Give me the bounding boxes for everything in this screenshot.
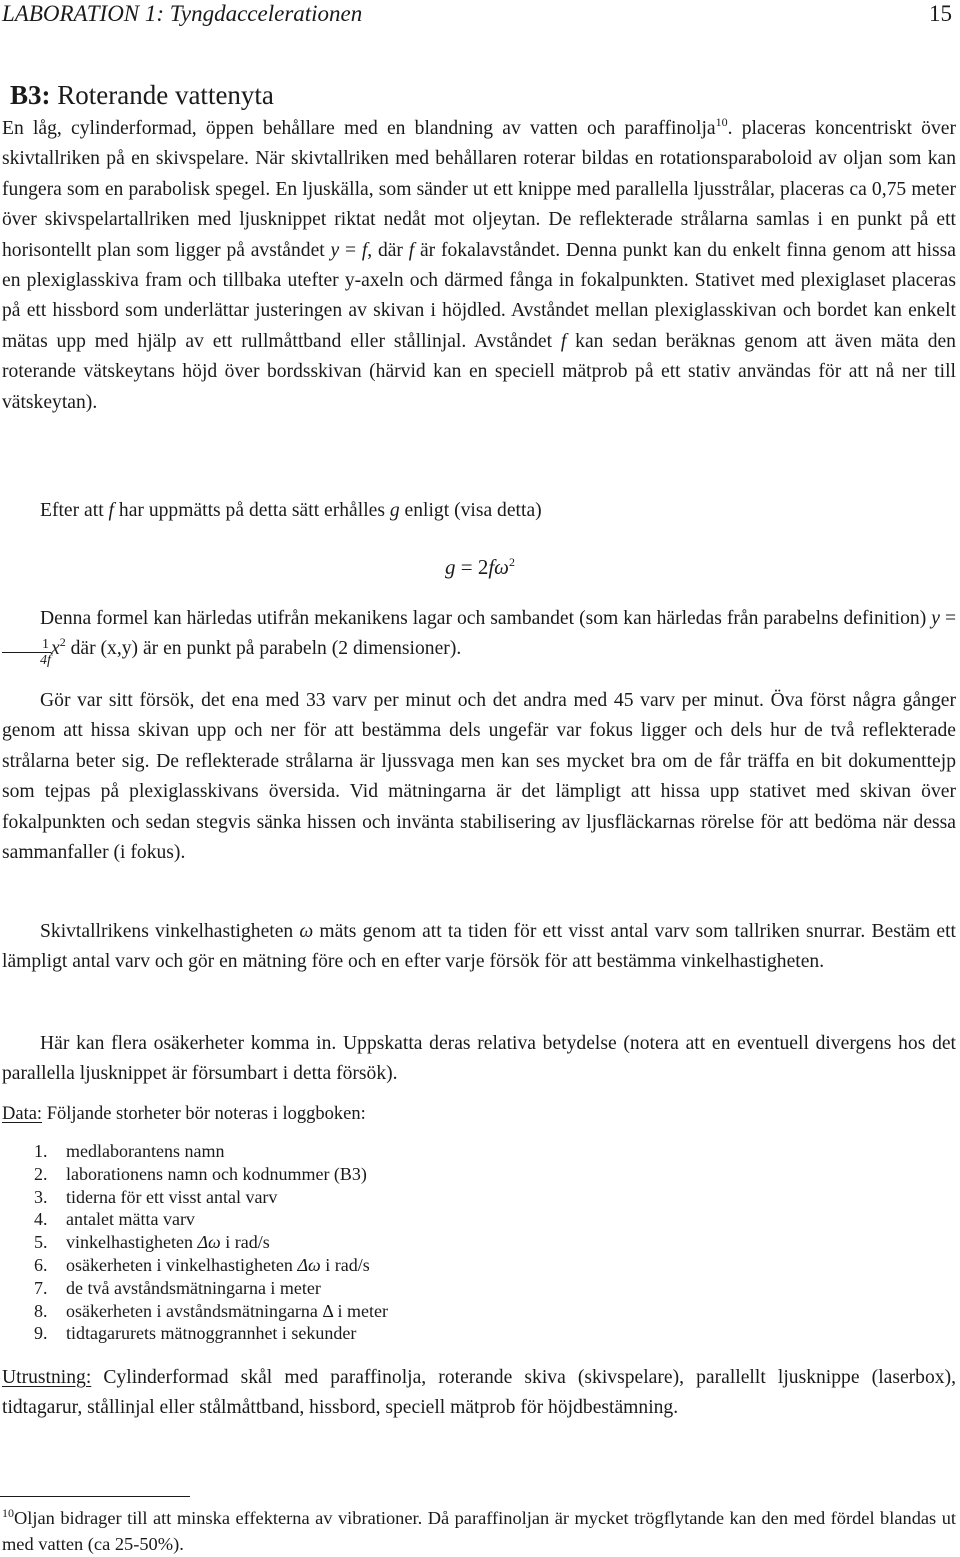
math-exponent: 2 — [59, 635, 66, 650]
item-text: antalet mätta varv — [66, 1209, 195, 1230]
math-f: f — [408, 239, 415, 261]
math-equals: = — [939, 608, 956, 629]
math-delta-omega: Δω — [297, 1254, 321, 1275]
after-text-3: enligt (visa detta) — [399, 500, 542, 521]
item-number: 5. — [34, 1232, 48, 1253]
item-number: 3. — [34, 1186, 48, 1207]
intro-paragraph — [2, 114, 956, 418]
item-number: 8. — [34, 1300, 48, 1321]
formula-omega: ω — [494, 555, 509, 579]
equipment-text: Cylinderformad skål med paraffinolja, roterande skiva (skivspelare), parallellt ljusknippe (laserbox), tidtagarur, stållinjal eller stålmåttband, hissbord, speciell mätprob för höjdbestämning. — [2, 1367, 956, 1419]
item-number: 1. — [34, 1141, 48, 1161]
item-text: vinkelhastigheten — [66, 1232, 198, 1253]
list-item — [34, 1300, 388, 1323]
math-f: f — [361, 239, 368, 261]
section-code: B3: — [10, 80, 51, 110]
list-item — [34, 1186, 388, 1209]
item-text: tiderna för ett visst antal varv — [66, 1186, 278, 1207]
item-number: 9. — [34, 1323, 48, 1344]
math-omega: ω — [299, 921, 314, 942]
list-item — [34, 1277, 388, 1300]
equipment-label: Utrustning: — [2, 1367, 92, 1388]
formula-g: g — [444, 555, 456, 579]
page-number: 15 — [929, 1, 952, 26]
derive-paragraph — [2, 604, 956, 668]
item-text: laborationens namn och kodnummer (B3) — [66, 1163, 367, 1184]
page-header — [2, 0, 952, 28]
intro-text-5: kan sedan beräknas genom att även mäta den roterande vätskeytans höjd över bordsskivan (härvid kan en speciell mätprob på ett stativ användas för att nå ner till vätskeytan). — [2, 330, 956, 413]
item-text: medlaborantens namn — [66, 1141, 225, 1161]
item-text: osäkerheten i vinkelhastigheten — [66, 1254, 298, 1275]
after-text-1: Efter att — [40, 500, 109, 521]
formula-display — [0, 552, 960, 582]
intro-text-2: . placeras koncentriskt över skivtallriken på en skivspelare. När skivtallriken med behållaren roterar bildas en rotationsparaboloid av oljan som kan fungera som en parabolisk spegel. En ljuskälla, som sänder ut ett knippe med parallella ljusstrålar, placeras ca 0,75 meter över skivspelartallriken med ljusknippet riktat nedåt mot oljeytan. De reflekterade strålarna samlas i en punkt på ett horisontellt plan som ligger på avståndet — [2, 118, 957, 261]
item-unit: i meter — [333, 1300, 388, 1321]
item-text: tidtagarurets mätnoggrannhet i sekunder — [66, 1323, 357, 1344]
item-unit: i rad/s — [220, 1232, 270, 1253]
section-heading — [10, 78, 274, 112]
after-text-2: har uppmätts på detta sätt erhålles — [114, 500, 390, 521]
list-item — [34, 1140, 388, 1163]
data-heading — [2, 1101, 366, 1127]
item-number: 2. — [34, 1163, 48, 1184]
intro-text-1: En låg, cylinderformad, öppen behållare med en blandning av vatten och paraffinolja — [2, 118, 716, 139]
item-number: 4. — [34, 1209, 48, 1230]
equipment-paragraph — [2, 1363, 956, 1424]
fraction-denominator: 4f — [40, 653, 51, 669]
fraction-1-over-4f — [2, 637, 51, 668]
math-equals: = — [339, 239, 362, 261]
intro-text-3: , där — [367, 239, 409, 261]
formula-exponent: 2 — [509, 555, 515, 569]
uncertainty-paragraph: Här kan flera osäkerheter komma in. Uppskatta deras relativa betydelse (notera att en eventuell divergens hos det parallella ljusknippet är försumbart i detta försök). — [2, 1033, 956, 1085]
after-paragraph — [2, 496, 956, 526]
footnote-number: 10 — [2, 1506, 14, 1520]
list-item — [34, 1231, 388, 1254]
item-number: 6. — [34, 1254, 48, 1275]
math-f: f — [560, 330, 567, 352]
formula-f: f — [488, 555, 495, 579]
derive-text-2: där (x,y) är en punkt på parabeln (2 dimensioner). — [65, 638, 462, 660]
data-intro-text: Följande storheter bör noteras i loggboken: — [42, 1104, 366, 1124]
footnote-divider — [0, 1496, 190, 1497]
footnote-marker: 10 — [715, 115, 728, 129]
fraction-numerator: 1 — [2, 637, 51, 653]
math-x: x — [51, 638, 60, 660]
omega-paragraph — [2, 917, 956, 978]
list-item — [34, 1163, 388, 1186]
header-title: LABORATION 1: Tyngdaccelerationen — [2, 1, 363, 26]
list-item — [34, 1322, 388, 1345]
item-unit: i rad/s — [320, 1254, 370, 1275]
list-item — [34, 1208, 388, 1231]
attempt-paragraph: Gör var sitt försök, det ena med 33 varv per minut och det andra med 45 varv per minut. Öva först några gånger genom att hissa skivan upp och ner för att bestämma dels ungefär var fokus ligger och dels hur de två reflekterade strålarna beter sig. De reflekterade strålarna är ljussvaga men kan ses mycket bra om de får träffa en bit dokumenttejp som tejpas på plexiglasskivans översida. Vid mätningarna är det lämpligt att hissa upp stativet med skivan över fokalpunkten och sedan stegvis sänka hissen och invänta stabilisering av ljusfläckarnas rörelse för att bedöma när dessa sammanfaller (i fokus). — [2, 690, 956, 864]
formula-equals: = 2 — [455, 555, 489, 579]
math-f: f — [108, 500, 114, 521]
item-number: 7. — [34, 1277, 48, 1298]
footnote-text: Oljan bidrager till att minska effekterna av vibrationer. Då paraffinoljan är mycket trögflytande kan den med fördel blandas ut med vatten (ca 25-50%). — [2, 1508, 956, 1554]
derive-text-1: Denna formel kan härledas utifrån mekanikens lagar och sambandet (som kan härledas från parabelns definition) — [40, 608, 932, 629]
math-delta: Δ — [322, 1300, 334, 1321]
data-list — [34, 1140, 388, 1345]
math-y: y — [931, 608, 940, 629]
math-g: g — [389, 500, 400, 521]
omega-text-2: mäts genom att ta tiden för ett visst antal varv som tallriken snurrar. Bestäm ett lämpligt antal varv och gör en mätning före och en efter varje försök för att bestämma vinkelhastigheten. — [2, 921, 956, 973]
omega-text-1: Skivtallrikens vinkelhastigheten — [40, 921, 300, 942]
section-title: Roterande vattenyta — [57, 80, 274, 110]
data-label: Data: — [2, 1104, 43, 1124]
math-y: y — [330, 239, 340, 261]
footnote — [2, 1505, 956, 1557]
math-delta-omega: Δω — [197, 1232, 221, 1253]
list-item — [34, 1254, 388, 1277]
item-text: osäkerheten i avståndsmätningarna — [66, 1300, 323, 1321]
item-text: de två avståndsmätningarna i meter — [66, 1277, 321, 1298]
intro-text-4: är fokalavståndet. Denna punkt kan du enkelt finna genom att hissa en plexiglasskiva fram och tillbaka utefter y-axeln och därmed fånga in fokalpunkten. Stativet med plexiglaset placeras på ett hissbord som underlättar justeringen av skivan i höjdled. Avståndet mellan plexiglasskivan och bordet kan enkelt mätas upp med hjälp av ett rullmåttband eller stållinjal. Avståndet — [2, 239, 957, 352]
